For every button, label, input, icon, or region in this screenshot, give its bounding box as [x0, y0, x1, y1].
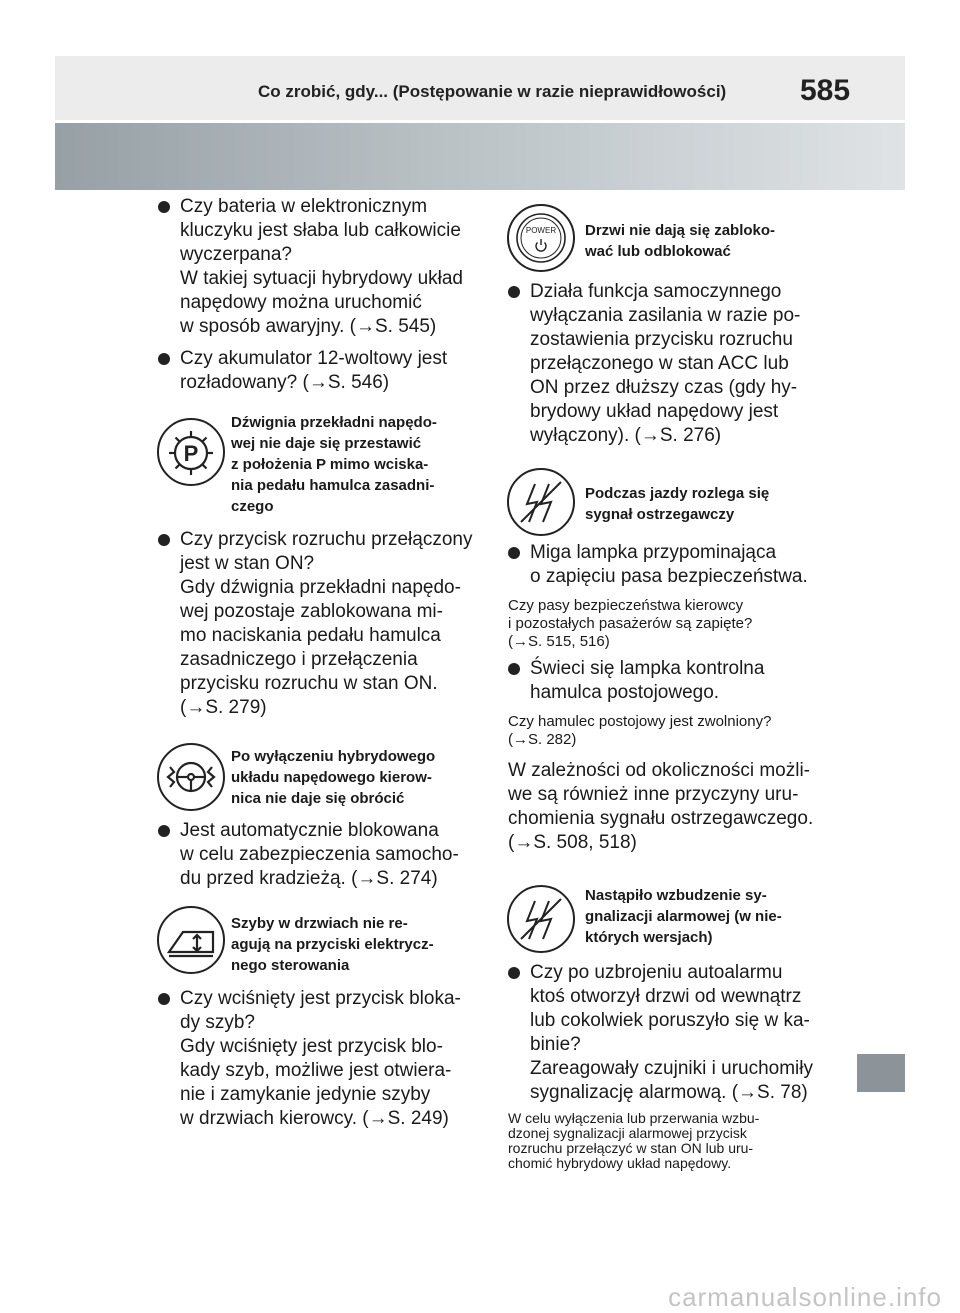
left-column-block-2 [158, 528, 488, 724]
bullet-item: Czy po uzbrojeniu autoalarmu ktoś otworzył drzwi od wewnątrz lub cokolwiek poruszyło się w ka- binie? Zareagowały czujniki i uruchomiły sygnalizację alarmową. (→S. 78) [508, 961, 838, 1105]
bullet-dot-icon [508, 547, 520, 559]
note-text: Czy pasy bezpieczeństwa kierowcy i pozostałych pasażerów są zapięte? (→S. 515, 516) [508, 597, 753, 650]
bullet-item: Czy bateria w elektronicznym kluczyku jest słaba lub całkowicie wyczerpana? W takiej sytuacji hybrydowy układ napędowy można uruchomić w sposób awaryjny. (→S. 545) [158, 195, 488, 339]
svg-text:P: P [183, 441, 199, 466]
note-text: Czy hamulec postojowy jest zwolniony? (→S. 282) [508, 713, 772, 748]
bullet-item: Jest automatycznie blokowana w celu zabezpieczenia samocho- du przed kradzieżą. (→S. 274) [158, 819, 488, 891]
left-column-block-3 [158, 819, 488, 895]
bullet-item: Świeci się lampka kontrolna hamulca postojowego. [508, 657, 838, 705]
bullet-dot-icon [158, 534, 170, 546]
bullet-dot-icon [158, 201, 170, 213]
bullet-item: Czy przycisk rozruchu przełączony jest w stan ON? Gdy dźwignia przekładni napędo- wej pozostaje zablokowana mi- mo naciskania pedału hamulca zasadniczego i przełączenia przycisku rozruchu w stan ON. (→S. 279) [158, 528, 488, 720]
left-column [158, 195, 488, 399]
bullet-item: Miga lampka przypominająca o zapięciu pasa bezpieczeństwa. [508, 541, 838, 589]
right-column-block-3 [508, 961, 838, 1177]
steering-lock-icon [157, 743, 225, 811]
page-header-title: Co zrobić, gdy... (Postępowanie w razie nieprawidłowości) [258, 82, 727, 101]
shift-lever-p-icon [157, 418, 225, 486]
bullet-dot-icon [508, 286, 520, 298]
bullet-dot-icon [508, 663, 520, 675]
warning-buzzer-icon [507, 468, 575, 536]
paragraph-text: W zależności od okoliczności możli- we są również inne przyczyny uru- chomienia sygnału ostrzegawczego. (→S. 508, 518) [508, 760, 814, 853]
bullet-item: Czy wciśnięty jest przycisk bloka- dy szyb? Gdy wciśnięty jest przycisk blo- kady szyb, możliwe jest otwiera- nie i zamykanie jedynie szyby w drzwiach kierowcy. (→S. 249) [158, 987, 488, 1131]
heading-door-locks: Drzwi nie dają się zabloko- wać lub odblokować [585, 222, 776, 260]
bullet-item: Czy akumulator 12-woltowy jest rozładowany? (→S. 546) [158, 347, 488, 395]
heading-power-windows: Szyby w drzwiach nie re- agują na przyciski elektrycz- nego sterowania [231, 915, 434, 974]
power-button-icon [507, 204, 575, 272]
left-column-block-4 [158, 987, 488, 1135]
bullet-dot-icon [158, 353, 170, 365]
power-button-label: POWER [525, 226, 557, 235]
bullet-dot-icon [158, 825, 170, 837]
heading-steering-wheel: Po wyłączeniu hybrydowego układu napędowego kierow- nica nie daje się obrócić [231, 748, 436, 807]
section-gradient-band [55, 123, 905, 190]
heading-alarm: Nastąpiło wzbudzenie sy- gnalizacji alarmowej (w nie- których wersjach) [585, 887, 782, 946]
note-text: W celu wyłączenia lub przerwania wzbu- dzonej sygnalizacji alarmowej przycisk rozruchu przełączyć w stan ON lub uru- chomić hybrydowy układ napędowy. [508, 1110, 760, 1171]
watermark-text: carmanualsonline.info [668, 1282, 942, 1312]
right-column-block-1 [508, 280, 838, 452]
heading-shift-lever: Dźwignia przekładni napędo- wej nie daje się przestawić z położenia P mimo wciska- nia pedału hamulca zasadni- czego [231, 414, 437, 515]
bullet-dot-icon [158, 993, 170, 1005]
power-window-icon [157, 906, 225, 974]
chapter-side-tab [857, 1054, 905, 1092]
alarm-icon [507, 885, 575, 953]
page-number: 585 [800, 74, 851, 107]
right-column-block-2 [508, 541, 838, 863]
heading-warning-buzzer: Podczas jazdy rozlega się sygnał ostrzegawczy [585, 485, 770, 523]
bullet-dot-icon [508, 967, 520, 979]
bullet-item: Działa funkcja samoczynnego wyłączania zasilania w razie po- zostawienia przycisku rozruchu przełączonego w stan ACC lub ON przez dłuższy czas (gdy hy- brydowy układ napędowy jest wyłączony). (→S. 276) [508, 280, 838, 448]
